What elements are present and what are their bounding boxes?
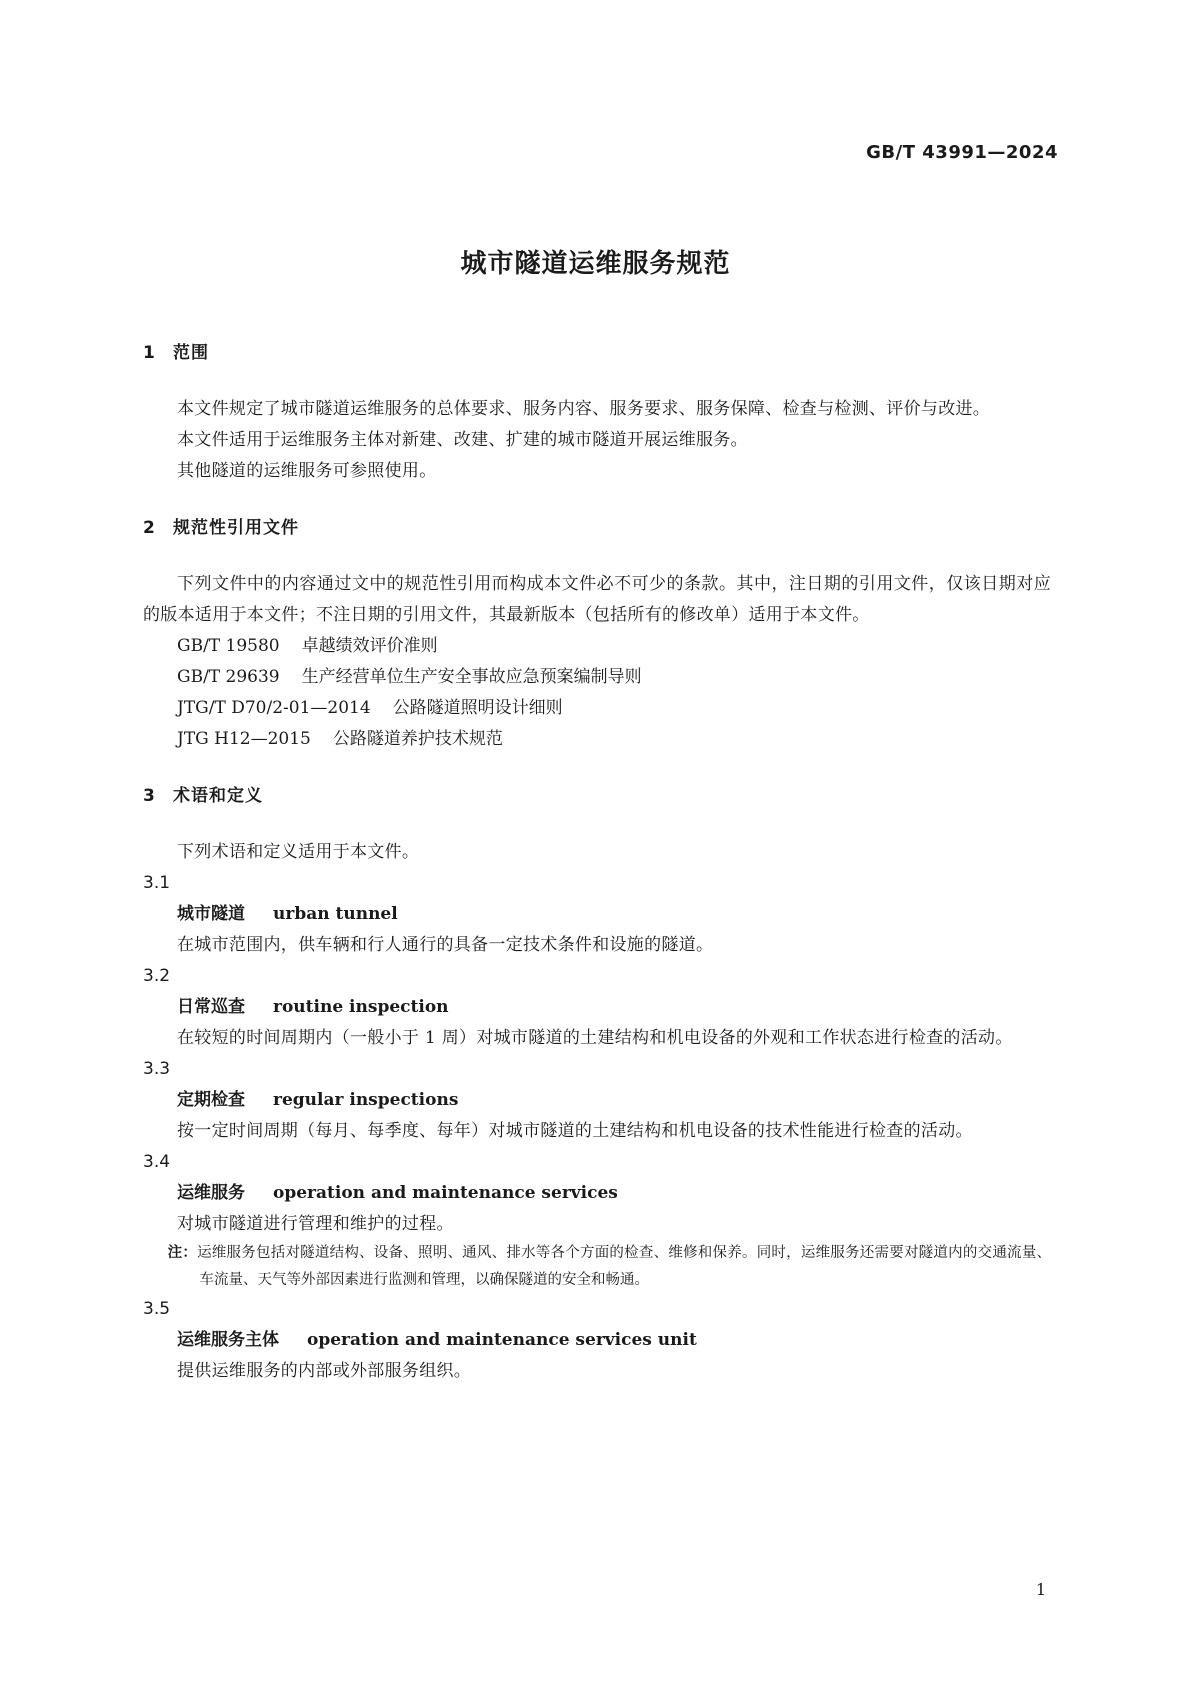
term-zh: 运维服务: [177, 1183, 245, 1203]
term-heading: [143, 899, 1051, 930]
reference-item: [143, 724, 1051, 755]
reference-code: JTG/T D70/2-01—2014: [177, 698, 371, 718]
paragraph: 其他隧道的运维服务可参照使用。: [177, 461, 437, 481]
term-en: regular inspections: [273, 1090, 459, 1110]
reference-code: GB/T 29639: [177, 667, 280, 687]
term-heading: [143, 1325, 1051, 1356]
term-zh: 定期检查: [177, 1090, 245, 1110]
term-number: 3.4: [143, 1152, 171, 1172]
term-heading: [143, 1178, 1051, 1209]
note-text: 运维服务包括对隧道结构、设备、照明、通风、排水等各个方面的检查、维修和保养。同时，运维服务还需要对隧道内的交通流量、车流量、天气等外部因素进行监测和管理，以确保隧道的安全和畅通。: [197, 1245, 1051, 1288]
term-heading: [143, 992, 1051, 1023]
reference-item: [143, 662, 1051, 693]
term-en: urban tunnel: [273, 904, 398, 924]
term-zh: 日常巡查: [177, 997, 245, 1017]
section-title: 规范性引用文件: [173, 518, 299, 538]
reference-code: GB/T 19580: [177, 636, 280, 656]
paragraph: 本文件规定了城市隧道运维服务的总体要求、服务内容、服务要求、服务保障、检查与检测、评价与改进。: [177, 399, 991, 419]
section-title: 术语和定义: [173, 786, 263, 806]
reference-code: JTG H12—2015: [177, 729, 311, 749]
section-title: 范围: [173, 343, 209, 363]
term-number: 3.2: [143, 966, 171, 986]
term-number: 3.5: [143, 1299, 171, 1319]
section-number: 2: [143, 518, 156, 538]
section-number: 1: [143, 343, 156, 363]
term-definition: 在城市范围内，供车辆和行人通行的具备一定技术条件和设施的隧道。: [177, 935, 714, 955]
term-en: operation and maintenance services unit: [307, 1330, 697, 1350]
term-number: 3.3: [143, 1059, 171, 1079]
section-3-heading: [143, 783, 1051, 809]
term-definition: 按一定时间周期（每月、每季度、每年）对城市隧道的土建结构和机电设备的技术性能进行检查的活动。: [177, 1121, 973, 1141]
term-en: operation and maintenance services: [273, 1183, 618, 1203]
paragraph: 本文件适用于运维服务主体对新建、改建、扩建的城市隧道开展运维服务。: [177, 430, 748, 450]
reference-item: [143, 693, 1051, 724]
reference-title: 公路隧道养护技术规范: [332, 729, 503, 749]
document-title: 城市隧道运维服务规范: [460, 249, 731, 279]
page-number: 1: [1035, 1580, 1046, 1599]
section-2-heading: [143, 515, 1051, 541]
section-number: 3: [143, 786, 156, 806]
reference-title: 卓越绩效评价准则: [301, 636, 438, 656]
reference-title: 生产经营单位生产安全事故应急预案编制导则: [301, 667, 642, 687]
term-number: 3.1: [143, 873, 171, 893]
paragraph: 下列术语和定义适用于本文件。: [177, 842, 420, 862]
paragraph: 下列文件中的内容通过文中的规范性引用而构成本文件必不可少的条款。其中，注日期的引用文件，仅该日期对应的版本适用于本文件；不注日期的引用文件，其最新版本（包括所有的修改单）适用于本文件。: [143, 574, 1051, 625]
term-zh: 运维服务主体: [177, 1330, 279, 1350]
term-zh: 城市隧道: [177, 904, 245, 924]
document-body: [143, 340, 1051, 1387]
note-label: 注：: [167, 1245, 198, 1261]
term-definition: 在较短的时间周期内（一般小于 1 周）对城市隧道的土建结构和机电设备的外观和工作状态进行检查的活动。: [177, 1028, 1013, 1048]
reference-item: [143, 631, 1051, 662]
term-definition: 对城市隧道进行管理和维护的过程。: [177, 1214, 454, 1234]
term-note: [160, 1240, 1051, 1294]
section-1-heading: [143, 340, 1051, 366]
reference-title: 公路隧道照明设计细则: [392, 698, 563, 718]
term-heading: [143, 1085, 1051, 1116]
term-en: routine inspection: [273, 997, 449, 1017]
standard-code: GB/T 43991—2024: [866, 142, 1058, 163]
term-definition: 提供运维服务的内部或外部服务组织。: [177, 1361, 472, 1381]
